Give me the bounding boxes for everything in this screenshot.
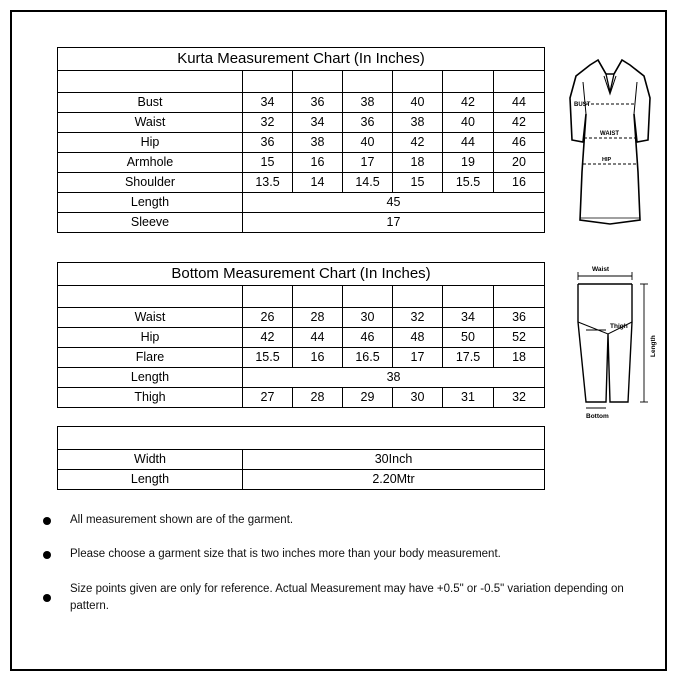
kurta-table-title: Kurta Measurement Chart (In Inches) [58, 48, 545, 71]
kurta-armhole-m: 17 [343, 153, 393, 173]
bottom-flare-xxl: 18 [494, 348, 545, 368]
dupatta-row-label-width: Width [58, 450, 243, 470]
kurta-armhole-xl: 19 [443, 153, 494, 173]
bottom-thigh-s: 28 [293, 388, 343, 408]
kurta-bust-m: 38 [343, 93, 393, 113]
bottom-row-label-hip: Hip [58, 328, 243, 348]
kurta-waist-l: 38 [393, 113, 443, 133]
table-row [58, 348, 545, 368]
bottom-col-l: L [393, 286, 443, 308]
bullet-icon [43, 594, 51, 602]
kurta-armhole-s: 16 [293, 153, 343, 173]
kurta-bust-s: 36 [293, 93, 343, 113]
bottom-label-waist: Waist [592, 266, 610, 273]
bottom-flare-s: 16 [293, 348, 343, 368]
table-row [58, 193, 545, 213]
kurta-hip-xl: 44 [443, 133, 494, 153]
dupatta-width-value: 30Inch [243, 450, 545, 470]
kurta-waist-xxl: 42 [494, 113, 545, 133]
kurta-figure [560, 52, 660, 237]
bottom-hip-xxl: 52 [494, 328, 545, 348]
chart-page-frame [10, 10, 667, 671]
bottom-waist-xl: 34 [443, 308, 494, 328]
table-row [58, 328, 545, 348]
dupatta-table-title-row [58, 427, 545, 450]
kurta-shoulder-xl: 15.5 [443, 173, 494, 193]
bullet-icon [43, 517, 51, 525]
kurta-shoulder-xxl: 16 [494, 173, 545, 193]
bottom-col-xxl: XXL [494, 286, 545, 308]
kurta-armhole-xs: 15 [243, 153, 293, 173]
bottom-flare-m: 16.5 [343, 348, 393, 368]
bottom-col-xs: XS [243, 286, 293, 308]
kurta-waist-m: 36 [343, 113, 393, 133]
table-row [58, 213, 545, 233]
bottom-waist-xxl: 36 [494, 308, 545, 328]
bottom-hip-xl: 50 [443, 328, 494, 348]
dupatta-row-label-length: Length [58, 470, 243, 490]
bottom-row-label-waist: Waist [58, 308, 243, 328]
kurta-col-s: S [293, 71, 343, 93]
bottom-flare-xs: 15.5 [243, 348, 293, 368]
kurta-length-value: 45 [243, 193, 545, 213]
kurta-hip-xs: 36 [243, 133, 293, 153]
kurta-col-xxl: XXL [494, 71, 545, 93]
bottom-waist-m: 30 [343, 308, 393, 328]
kurta-table-title-row [58, 48, 545, 71]
bottom-thigh-m: 29 [343, 388, 393, 408]
bottom-waist-l: 32 [393, 308, 443, 328]
kurta-hip-l: 42 [393, 133, 443, 153]
bottom-row-label-flare: Flare [58, 348, 243, 368]
bottom-col-s: S [293, 286, 343, 308]
bottom-figure-svg [560, 262, 660, 422]
table-row [58, 173, 545, 193]
kurta-col-l: L [393, 71, 443, 93]
list-item [37, 512, 637, 529]
bottom-thigh-xs: 27 [243, 388, 293, 408]
kurta-shoulder-m: 14.5 [343, 173, 393, 193]
kurta-waist-xs: 32 [243, 113, 293, 133]
kurta-row-label-sleeve: Sleeve [58, 213, 243, 233]
kurta-hip-m: 40 [343, 133, 393, 153]
bottom-label-thigh: Thigh [610, 323, 628, 330]
bottom-hip-xs: 42 [243, 328, 293, 348]
kurta-col-xl: XL [443, 71, 494, 93]
table-row [58, 470, 545, 490]
kurta-bust-xxl: 44 [494, 93, 545, 113]
bottom-thigh-xxl: 32 [494, 388, 545, 408]
kurta-measurement-table [57, 47, 545, 233]
kurta-label-waist: WAIST [600, 131, 619, 137]
bottom-row-label-length: Length [58, 368, 243, 388]
dupatta-measurement-table [57, 426, 545, 490]
note-text: Please choose a garment size that is two inches more than your body measurement. [70, 548, 501, 561]
bottom-hip-m: 46 [343, 328, 393, 348]
bottom-length-value: 38 [243, 368, 545, 388]
bottom-col-category: Category [58, 286, 243, 308]
kurta-hip-xxl: 46 [494, 133, 545, 153]
bottom-table-header-row [58, 286, 545, 308]
kurta-col-xs: XS [243, 71, 293, 93]
kurta-row-label-length: Length [58, 193, 243, 213]
table-row [58, 153, 545, 173]
bottom-table-title-row [58, 263, 545, 286]
kurta-armhole-l: 18 [393, 153, 443, 173]
bottom-waist-xs: 26 [243, 308, 293, 328]
bottom-col-xl: XL [443, 286, 494, 308]
bottom-label-length: Length [650, 335, 657, 357]
bottom-measurement-table [57, 262, 545, 408]
notes-list [37, 512, 637, 632]
kurta-figure-svg [560, 52, 660, 237]
kurta-col-m: M [343, 71, 393, 93]
bottom-figure [560, 262, 660, 422]
table-row [58, 113, 545, 133]
note-text: All measurement shown are of the garment. [70, 514, 294, 526]
kurta-hip-s: 38 [293, 133, 343, 153]
kurta-sleeve-value: 17 [243, 213, 545, 233]
kurta-armhole-xxl: 20 [494, 153, 545, 173]
kurta-label-bust: BUST [574, 102, 591, 108]
table-row [58, 308, 545, 328]
kurta-shoulder-l: 15 [393, 173, 443, 193]
table-row [58, 450, 545, 470]
kurta-shoulder-xs: 13.5 [243, 173, 293, 193]
kurta-waist-s: 34 [293, 113, 343, 133]
dupatta-table-title: Dupatta [58, 427, 545, 450]
kurta-row-label-armhole: Armhole [58, 153, 243, 173]
bottom-flare-xl: 17.5 [443, 348, 494, 368]
page-content [12, 12, 665, 669]
kurta-label-hip: HIP [602, 157, 612, 163]
list-item [37, 546, 637, 563]
table-row [58, 368, 545, 388]
bottom-col-m: M [343, 286, 393, 308]
dupatta-length-value: 2.20Mtr [243, 470, 545, 490]
kurta-table-header-row [58, 71, 545, 93]
bottom-thigh-xl: 31 [443, 388, 494, 408]
kurta-row-label-bust: Bust [58, 93, 243, 113]
bottom-thigh-l: 30 [393, 388, 443, 408]
table-row [58, 93, 545, 113]
kurta-row-label-hip: Hip [58, 133, 243, 153]
list-item [37, 581, 637, 616]
bottom-label-bottom: Bottom [586, 413, 609, 420]
bullet-icon [43, 551, 51, 559]
bottom-flare-l: 17 [393, 348, 443, 368]
table-row [58, 388, 545, 408]
bottom-hip-s: 44 [293, 328, 343, 348]
kurta-bust-xs: 34 [243, 93, 293, 113]
bottom-table-title: Bottom Measurement Chart (In Inches) [58, 263, 545, 286]
kurta-row-label-shoulder: Shoulder [58, 173, 243, 193]
table-row [58, 133, 545, 153]
kurta-col-category: Category [58, 71, 243, 93]
bottom-waist-s: 28 [293, 308, 343, 328]
bottom-row-label-thigh: Thigh [58, 388, 243, 408]
kurta-bust-xl: 42 [443, 93, 494, 113]
bottom-hip-l: 48 [393, 328, 443, 348]
kurta-row-label-waist: Waist [58, 113, 243, 133]
note-text: Size points given are only for reference. Actual Measurement may have +0.5" or -0.5" variation depending on pattern. [70, 582, 624, 612]
kurta-bust-l: 40 [393, 93, 443, 113]
kurta-waist-xl: 40 [443, 113, 494, 133]
kurta-shoulder-s: 14 [293, 173, 343, 193]
